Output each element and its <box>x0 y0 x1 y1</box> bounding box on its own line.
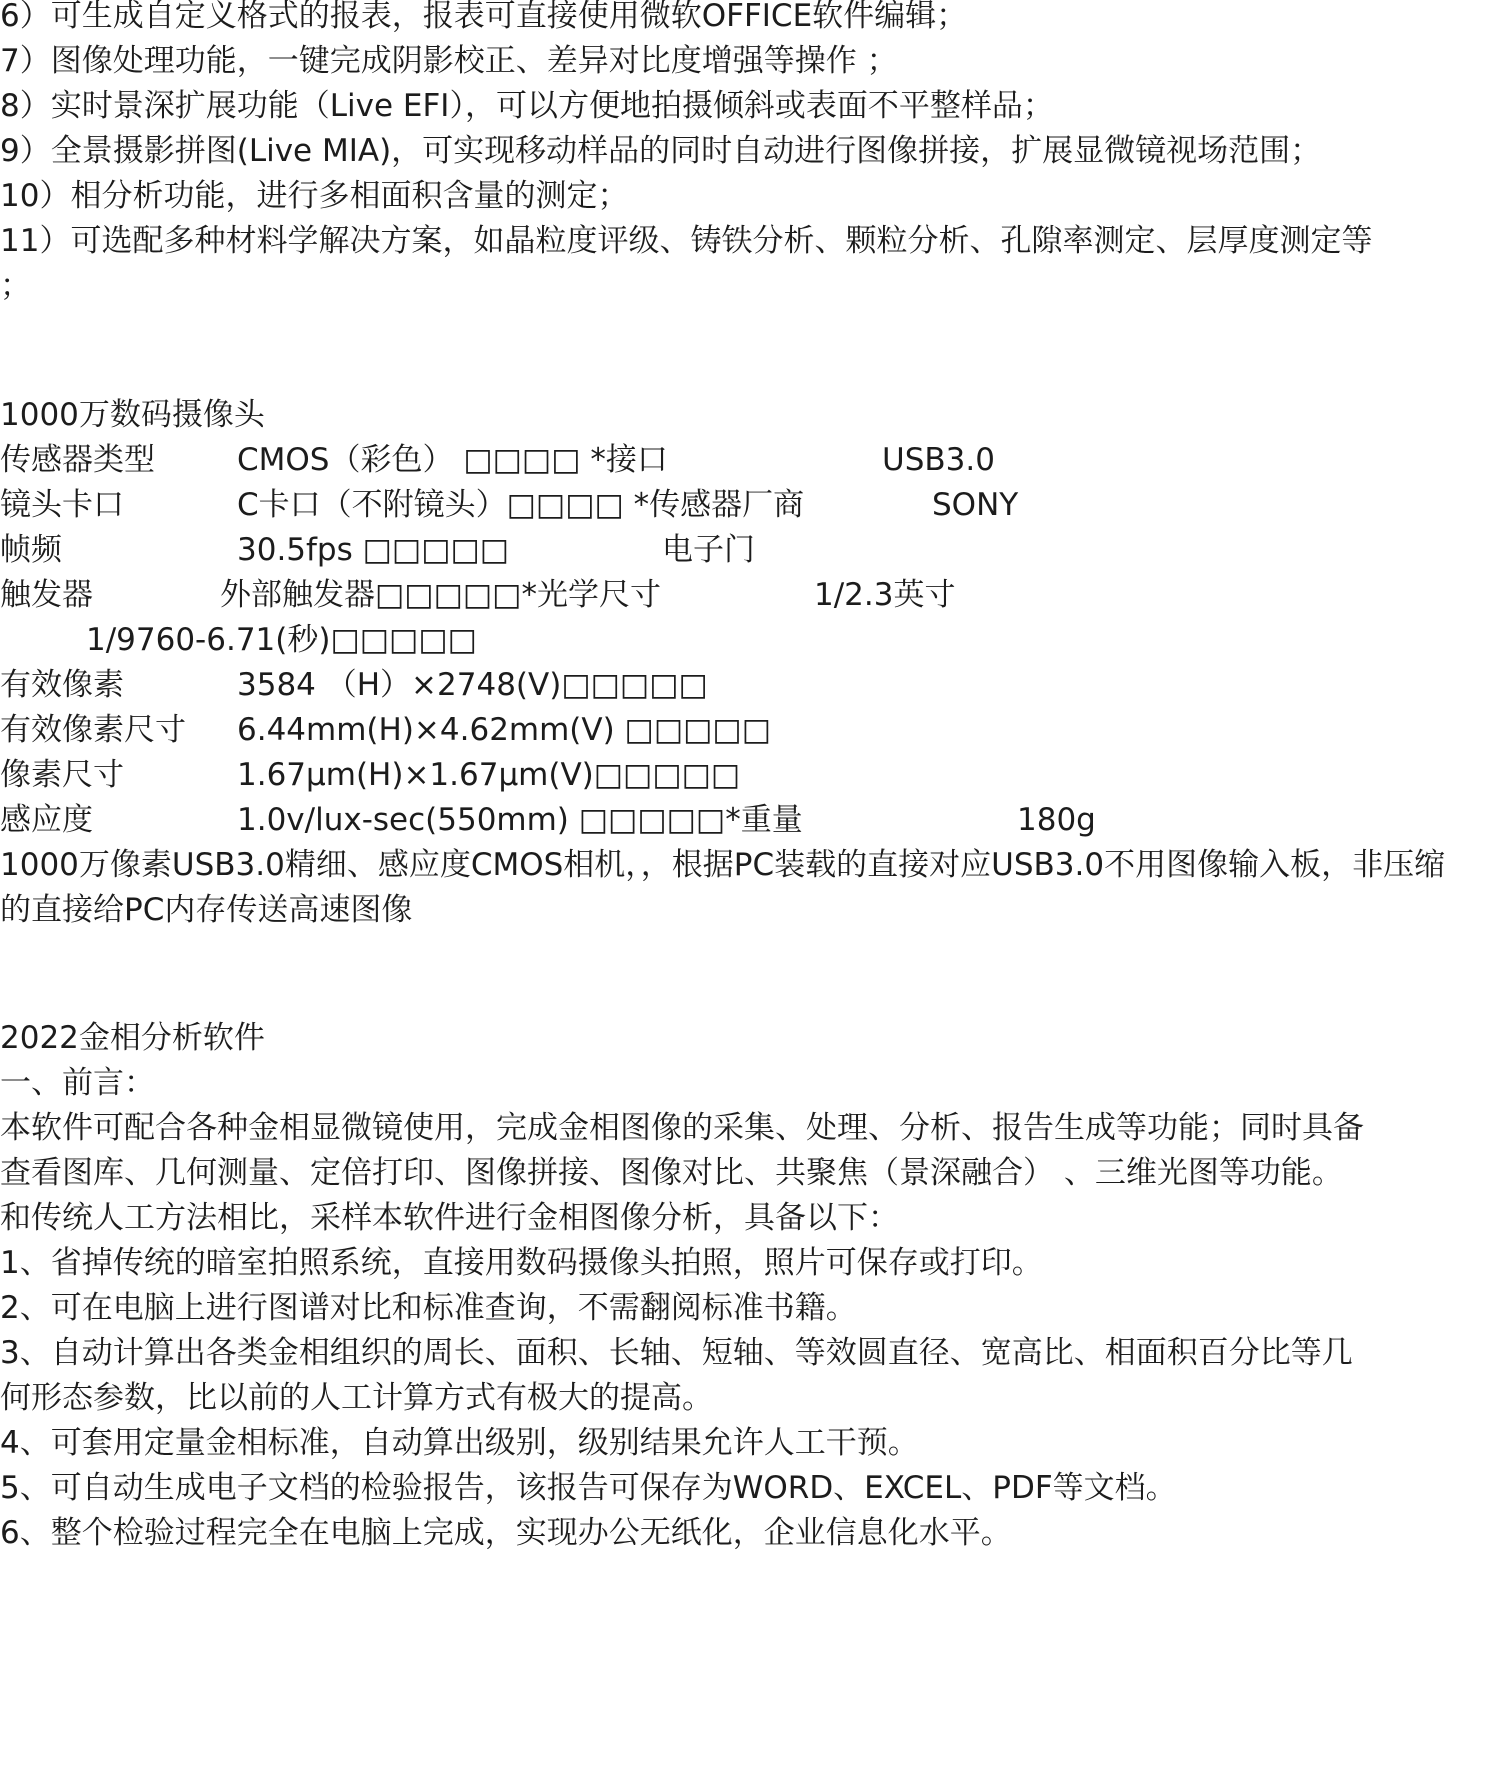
spec-extra: 1/2.3英寸 <box>814 577 956 613</box>
spec-value: 外部触发器□□□□□*光学尺寸 <box>220 577 661 613</box>
software-item-2: 2、可在电脑上进行图谱对比和标准查询，不需翻阅标准书籍。 <box>0 1290 857 1326</box>
feature-item-11-end: ； <box>0 268 31 304</box>
spec-value: 3584 （H）×2748(V)□□□□□ <box>237 667 708 703</box>
camera-title: 1000万数码摄像头 <box>0 397 265 433</box>
feature-item-7: 7）图像处理功能，一键完成阴影校正、差异对比度增强等操作 ； <box>0 43 898 79</box>
camera-description-line-1: 1000万像素USB3.0精细、感应度CMOS相机，，根据PC装载的直接对应USB3.0不用图像输入板，非压缩 <box>0 847 1446 883</box>
spec-row-frame-rate <box>0 530 1500 570</box>
software-item-4: 4、可套用定量金相标准，自动算出级别，级别结果允许人工干预。 <box>0 1425 919 1461</box>
software-item-6: 6、整个检验过程完全在电脑上完成，实现办公无纸化，企业信息化水平。 <box>0 1515 1012 1551</box>
spec-extra: 180g <box>1017 802 1096 838</box>
feature-item-8: 8）实时景深扩展功能（Live EFI），可以方便地拍摄倾斜或表面不平整样品； <box>0 88 1054 124</box>
software-title: 2022金相分析软件 <box>0 1020 265 1056</box>
software-item-1: 1、省掉传统的暗室拍照系统，直接用数码摄像头拍照，照片可保存或打印。 <box>0 1245 1043 1281</box>
spec-extra: USB3.0 <box>882 442 995 478</box>
spec-row-sensor-type <box>0 440 1500 480</box>
software-line-3: 和传统人工方法相比，采样本软件进行金相图像分析，具备以下： <box>0 1200 899 1236</box>
spec-value: 6.44mm(H)×4.62mm(V) □□□□□ <box>237 712 772 748</box>
spec-label: 传感器类型 <box>0 442 155 478</box>
feature-item-9: 9）全景摄影拼图(Live MIA)，可实现移动样品的同时自动进行图像拼接，扩展显微镜视场范围； <box>0 133 1322 169</box>
preface-heading: 一、前言： <box>0 1065 155 1101</box>
feature-item-11: 11）可选配多种材料学解决方案，如晶粒度评级、铸铁分析、颗粒分析、孔隙率测定、层厚度测定等 <box>0 223 1373 259</box>
software-item-3-cont: 何形态参数，比以前的人工计算方式有极大的提高。 <box>0 1380 713 1416</box>
spec-extra: 电子门 <box>662 532 755 568</box>
spec-row-effective-pixels <box>0 665 1500 705</box>
software-item-5: 5、可自动生成电子文档的检验报告，该报告可保存为WORD、EXCEL、PDF等文档。 <box>0 1470 1177 1506</box>
spec-row-lens-mount <box>0 485 1500 525</box>
spec-row-shutter <box>0 620 1500 660</box>
software-item-3: 3、自动计算出各类金相组织的周长、面积、长轴、短轴、等效圆直径、宽高比、相面积百分比等几 <box>0 1335 1353 1371</box>
software-line-1: 本软件可配合各种金相显微镜使用，完成金相图像的采集、处理、分析、报告生成等功能；同时具备 <box>0 1110 1364 1146</box>
spec-label: 感应度 <box>0 802 93 838</box>
spec-label: 帧频 <box>0 532 62 568</box>
spec-label: 有效像素尺寸 <box>0 712 186 748</box>
spec-value: C卡口（不附镜头）□□□□ *传感器厂商 <box>237 487 805 523</box>
spec-row-effective-pixel-size <box>0 710 1500 750</box>
spec-value: CMOS（彩色） □□□□ *接口 <box>237 442 668 478</box>
spec-row-sensitivity <box>0 800 1500 840</box>
spec-row-trigger <box>0 575 1500 615</box>
spec-extra: SONY <box>932 487 1019 523</box>
camera-description-line-2: 的直接给PC内存传送高速图像 <box>0 892 413 928</box>
spec-label: 镜头卡口 <box>0 487 124 523</box>
feature-item-6: 6）可生成自定义格式的报表，报表可直接使用微软OFFICE软件编辑； <box>0 0 968 34</box>
spec-row-pixel-size <box>0 755 1500 795</box>
spec-value: 1.67μm(H)×1.67μm(V)□□□□□ <box>237 757 741 793</box>
software-line-2: 查看图库、几何测量、定倍打印、图像拼接、图像对比、共聚焦（景深融合） 、三维光图等功能。 <box>0 1155 1343 1191</box>
feature-item-10: 10）相分析功能，进行多相面积含量的测定； <box>0 178 629 214</box>
spec-label: 触发器 <box>0 577 93 613</box>
spec-label: 有效像素 <box>0 667 124 703</box>
spec-value: 1/9760-6.71(秒)□□□□□ <box>86 622 477 658</box>
spec-label: 像素尺寸 <box>0 757 124 793</box>
spec-value: 30.5fps □□□□□ <box>237 532 510 568</box>
spec-value: 1.0v/lux-sec(550mm) □□□□□*重量 <box>237 802 803 838</box>
